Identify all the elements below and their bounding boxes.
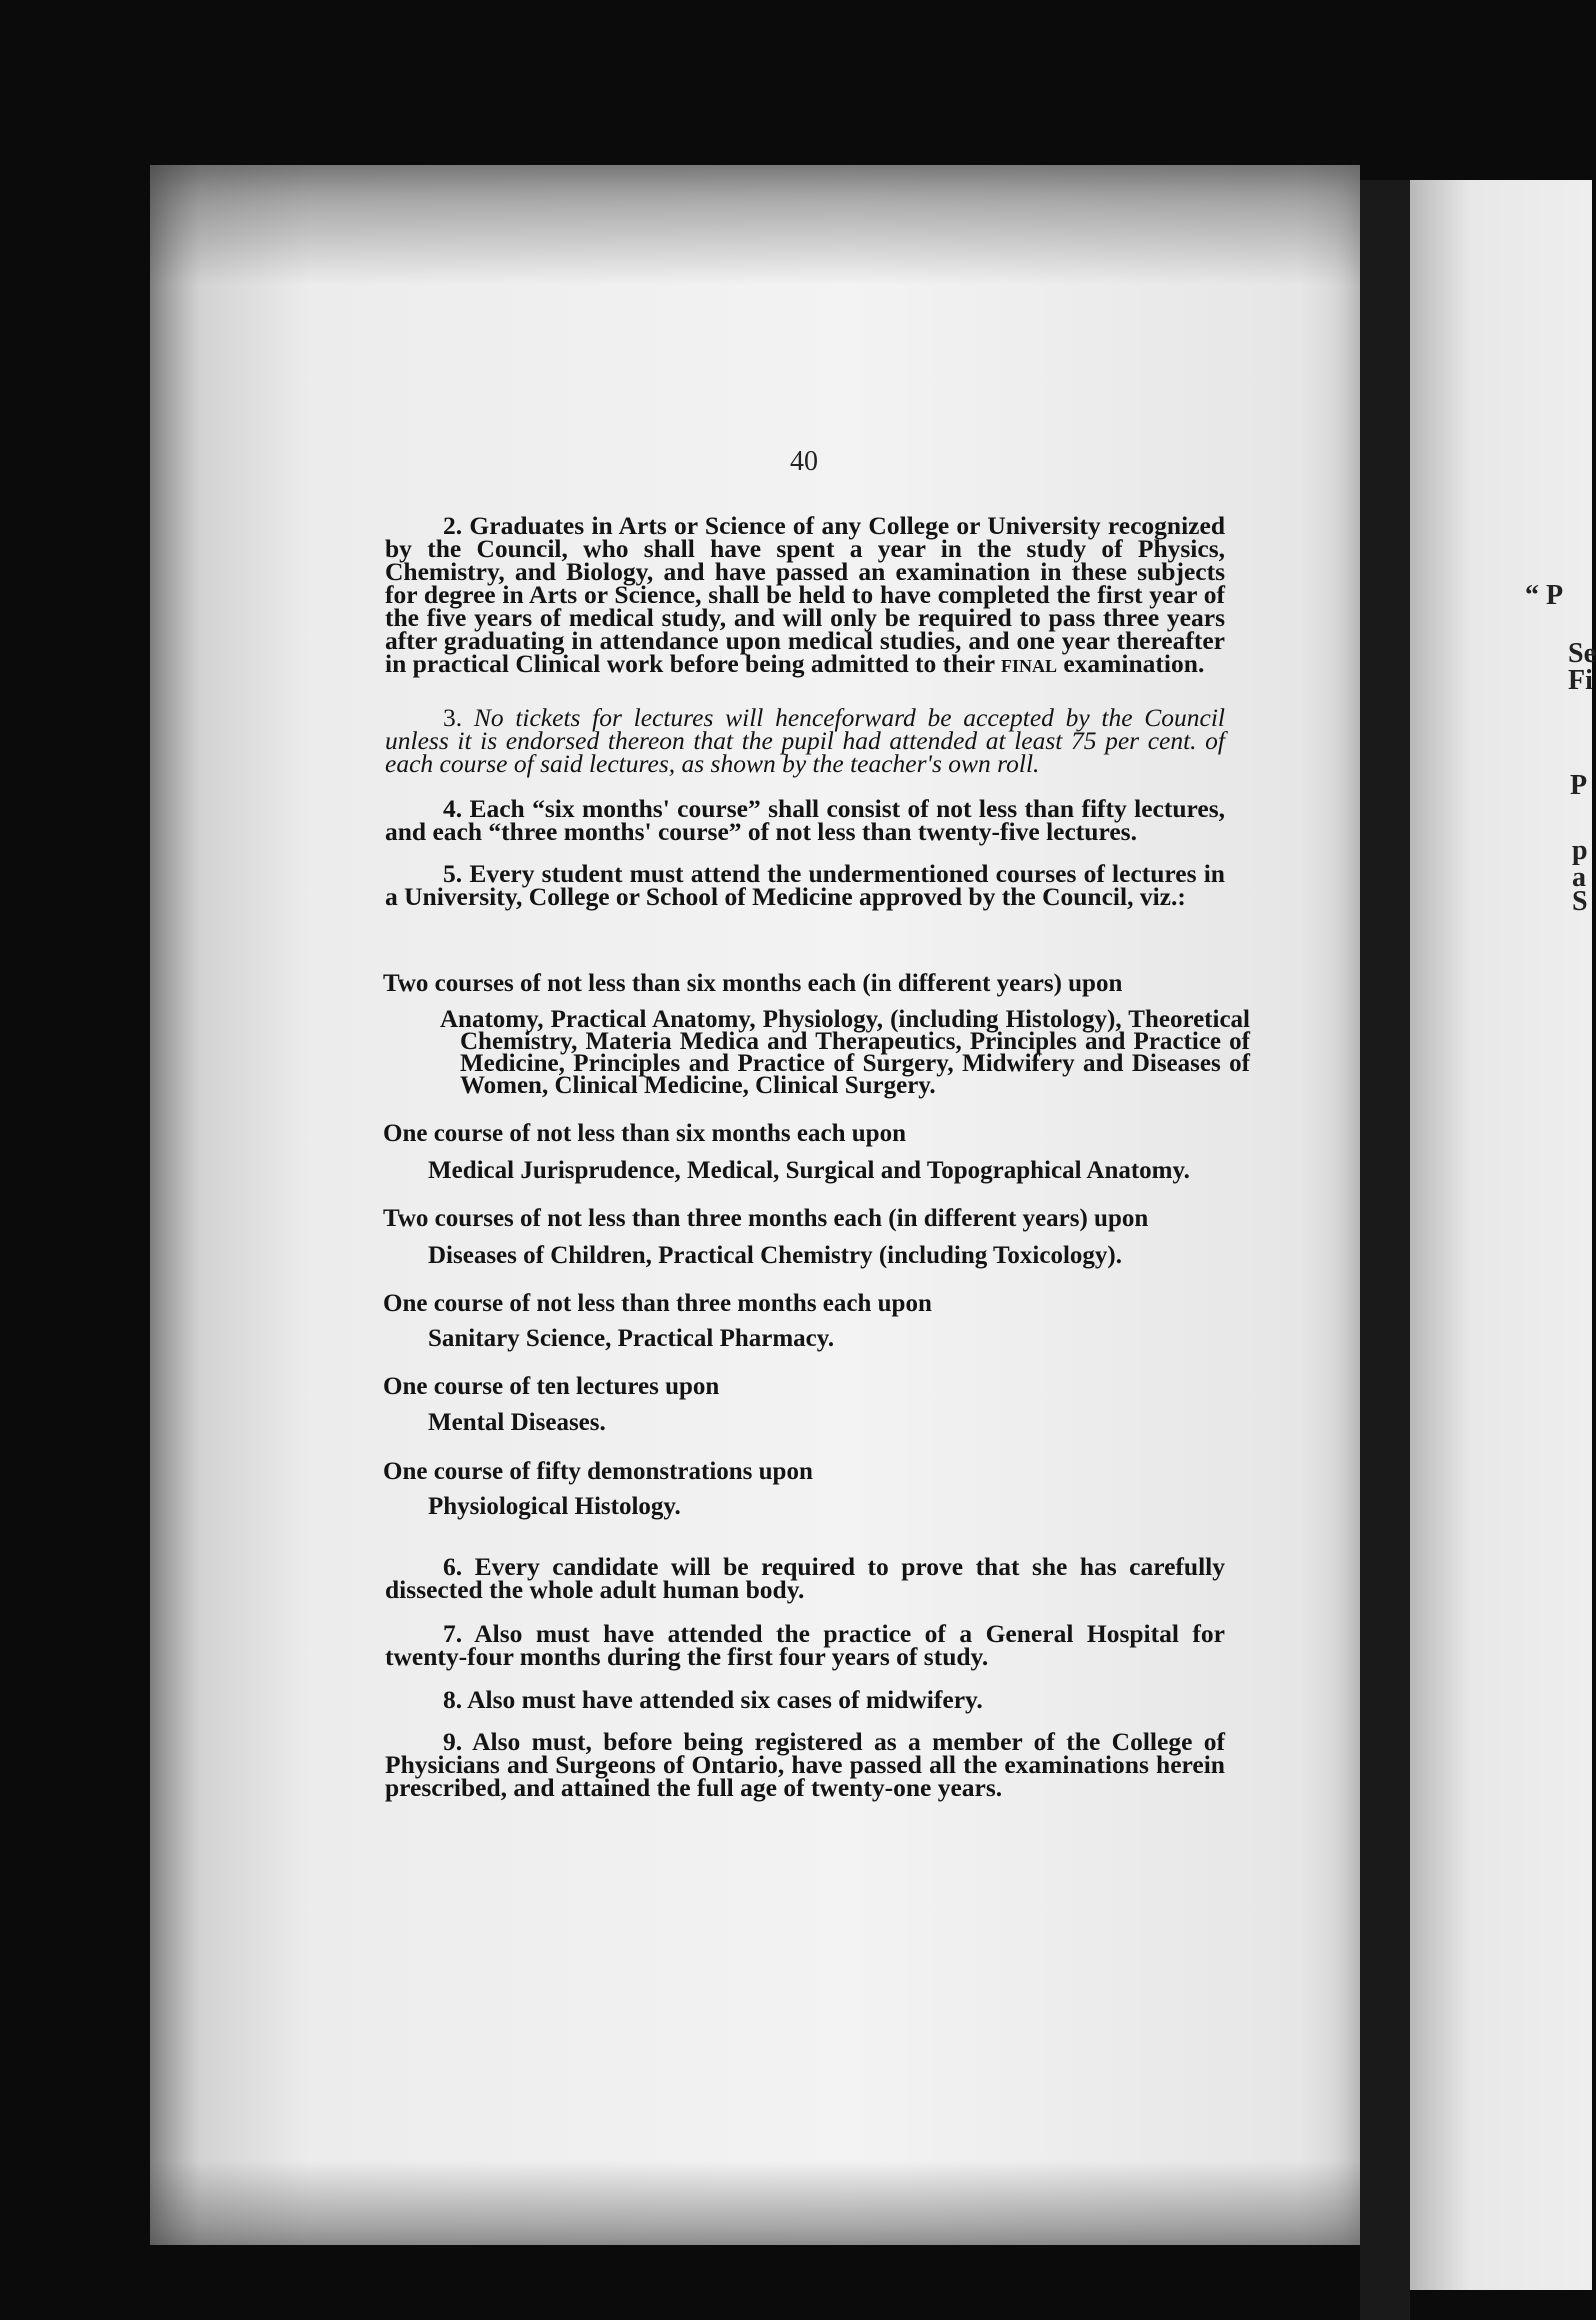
paragraph-7 xyxy=(385,1619,1225,1671)
final-smallcaps: final xyxy=(1000,649,1057,678)
course-heading: One course of not less than three months each upon xyxy=(383,1290,932,1317)
paragraph-text: No tickets for lectures will henceforward be accepted by the Council unless it is endorsed thereon that the pupil had attended at least 75 per cent. of each course of said lectures, as shown by the teacher's own roll. xyxy=(385,703,1226,778)
paragraph-6 xyxy=(385,1552,1226,1604)
page-top-shadow xyxy=(150,165,1360,285)
facing-page xyxy=(1410,180,1596,2290)
paragraph-number: 2. xyxy=(443,511,463,540)
paragraph-5 xyxy=(385,859,1225,911)
course-subjects: Mental Diseases. xyxy=(428,1409,606,1436)
paragraph-tail: examination. xyxy=(1056,649,1205,678)
facing-fragment: Fi xyxy=(1568,665,1593,696)
paragraph-number: 3. xyxy=(443,703,463,732)
course-subjects: Medical Jurisprudence, Medical, Surgical and Topographical Anatomy. xyxy=(428,1157,1190,1184)
paragraph-text: Graduates in Arts or Science of any College or University recognized by the Council, who shall have spent a year in the study of Physics, Chemistry, and Biology, and have passed an examination in these subjects for degree in Arts or Science, shall be held to have completed the first year of the five years of medical study, and will only be required to pass three years after graduating in attendance upon medical studies, and one year thereafter in practical Clinical work before being admitted to their xyxy=(385,511,1225,678)
paragraph-number: 6. xyxy=(443,1552,463,1581)
paragraph-2 xyxy=(385,511,1225,678)
paragraph-text: Also must have attended the practice of a General Hospital for twenty-four months during the first four years of study. xyxy=(385,1619,1225,1671)
paragraph-number: 4. xyxy=(443,794,463,823)
page-number: 40 xyxy=(790,446,818,477)
paragraph-text: Also must, before being registered as a member of the College of Physicians and Surgeons of Ontario, have passed all the examinations herein prescribed, and attained the full age of twenty-one years. xyxy=(385,1727,1226,1802)
course-subjects: Anatomy, Practical Anatomy, Physiology, (including Histology), Theoretical Chemistry, Materia Medica and Therapeutics, Principles and Practice of Medicine, Principles and Practice of Surgery, Midwifery and Diseases of Women, Clinical Medicine, Clinical Surgery. xyxy=(440,1006,1250,1099)
paragraph-text: Also must have attended six cases of midwifery. xyxy=(467,1685,983,1714)
paragraph-number: 5. xyxy=(443,859,463,888)
paragraph-3 xyxy=(385,703,1226,778)
course-heading: Two courses of not less than three months each (in different years) upon xyxy=(383,1205,1149,1232)
facing-fragment: S xyxy=(1572,886,1588,917)
course-heading: One course of not less than six months each upon xyxy=(383,1120,906,1147)
course-heading: One course of fifty demonstrations upon xyxy=(383,1458,813,1485)
paragraph-4 xyxy=(385,794,1225,846)
course-subjects: Sanitary Science, Practical Pharmacy. xyxy=(428,1325,835,1352)
paragraph-8 xyxy=(385,1685,1225,1714)
course-heading: One course of ten lectures upon xyxy=(383,1373,720,1400)
book-spine xyxy=(1360,180,1410,2320)
facing-fragment: Se xyxy=(1568,638,1596,669)
facing-fragment: “ P xyxy=(1525,580,1564,611)
facing-fragment: P xyxy=(1570,770,1588,801)
paragraph-text: Every candidate will be required to prove that she has carefully dissected the whole adult human body. xyxy=(385,1552,1226,1604)
course-subjects: Physiological Histology. xyxy=(428,1493,681,1520)
course-heading: Two courses of not less than six months each (in different years) upon xyxy=(383,970,1123,997)
page-bottom-shadow xyxy=(150,2160,1360,2245)
paragraph-text: Every student must attend the undermentioned courses of lectures in a University, College or School of Medicine approved by the Council, viz.: xyxy=(385,859,1225,911)
paragraph-9 xyxy=(385,1727,1226,1802)
paragraph-number: 8. xyxy=(443,1685,463,1714)
paragraph-text: Each “six months' course” shall consist of not less than fifty lectures, and each “three months' course” of not less than twenty-five lectures. xyxy=(385,794,1225,846)
paragraph-number: 9. xyxy=(443,1727,463,1756)
facing-fragment: a xyxy=(1572,862,1586,893)
facing-fragment: p xyxy=(1572,835,1588,866)
paragraph-number: 7. xyxy=(443,1619,463,1648)
course-subjects: Diseases of Children, Practical Chemistry (including Toxicology). xyxy=(428,1242,1122,1269)
